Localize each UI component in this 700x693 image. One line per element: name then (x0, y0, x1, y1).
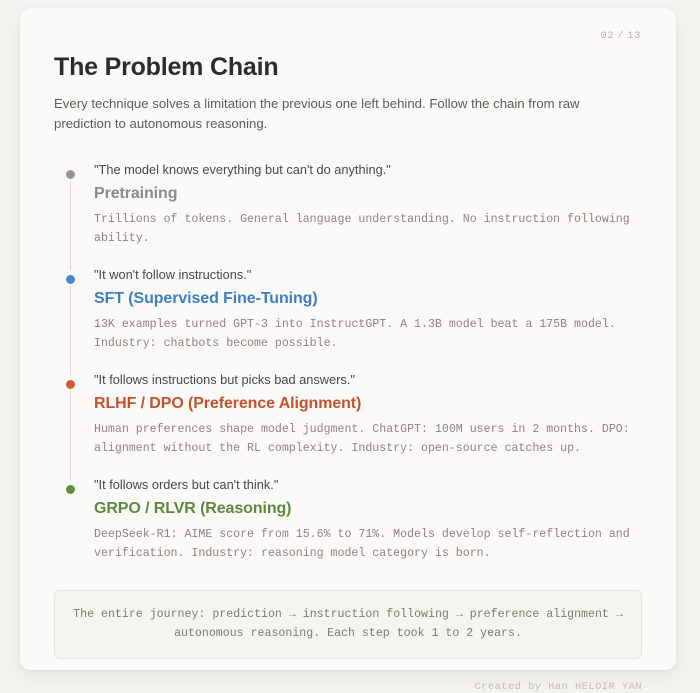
step-description: Human preferences shape model judgment. ChatGPT: 100M users in 2 months. DPO: alignment without the RL complexity. Industry: open-source catches up. (94, 423, 630, 456)
slide-counter-total: 13 (627, 30, 641, 42)
step-quote: "It won't follow instructions." (94, 267, 252, 283)
page-subtitle: Every technique solves a limitation the previous one left behind. Follow the chain from raw prediction to autonomous reasoning. (54, 96, 580, 132)
timeline-dot-icon (64, 483, 77, 496)
chain-step (54, 371, 642, 476)
step-description: DeepSeek-R1: AIME score from 15.6% to 71%. Models develop self-reflection and verification. Industry: reasoning model category is born. (94, 528, 630, 561)
step-title: SFT (Supervised Fine-Tuning) (94, 289, 318, 307)
summary-line-1: The entire journey: prediction → instruction following → preference alignment → (73, 607, 623, 621)
timeline-rail (70, 175, 71, 270)
step-description: 13K examples turned GPT-3 into InstructGPT. A 1.3B model beat a 175B model. Industry: chatbots become possible. (94, 317, 616, 351)
slide-counter-separator: / (617, 30, 625, 42)
step-quote: "It follows orders but can't think." (94, 477, 279, 493)
step-quote: "The model knows everything but can't do anything." (94, 161, 391, 177)
page-title: The Problem Chain (54, 53, 279, 81)
chain-step (54, 476, 642, 563)
timeline-rail (70, 280, 71, 375)
timeline-dot-icon (64, 168, 77, 181)
step-title: Pretraining (94, 184, 178, 202)
problem-chain-list (54, 161, 642, 564)
summary-line-2: autonomous reasoning. Each step took 1 to 2 years. (174, 627, 522, 641)
summary-callout (54, 590, 642, 659)
chain-step (54, 161, 642, 266)
step-quote: "It follows instructions but picks bad answers." (94, 372, 355, 388)
slide-card (20, 8, 676, 693)
credit-line: Created by Han HELOIR YAN (474, 680, 642, 693)
chain-step (54, 266, 642, 371)
timeline-rail (70, 385, 71, 480)
slide-counter-current: 02 (600, 30, 615, 42)
timeline-dot-icon (64, 378, 77, 391)
slide-counter (54, 30, 641, 42)
step-title: RLHF / DPO (Preference Alignment) (94, 395, 362, 413)
step-title: GRPO / RLVR (Reasoning) (94, 500, 292, 518)
timeline-dot-icon (64, 273, 77, 286)
step-description: Trillions of tokens. General language understanding. No instruction following ability. (94, 212, 630, 245)
